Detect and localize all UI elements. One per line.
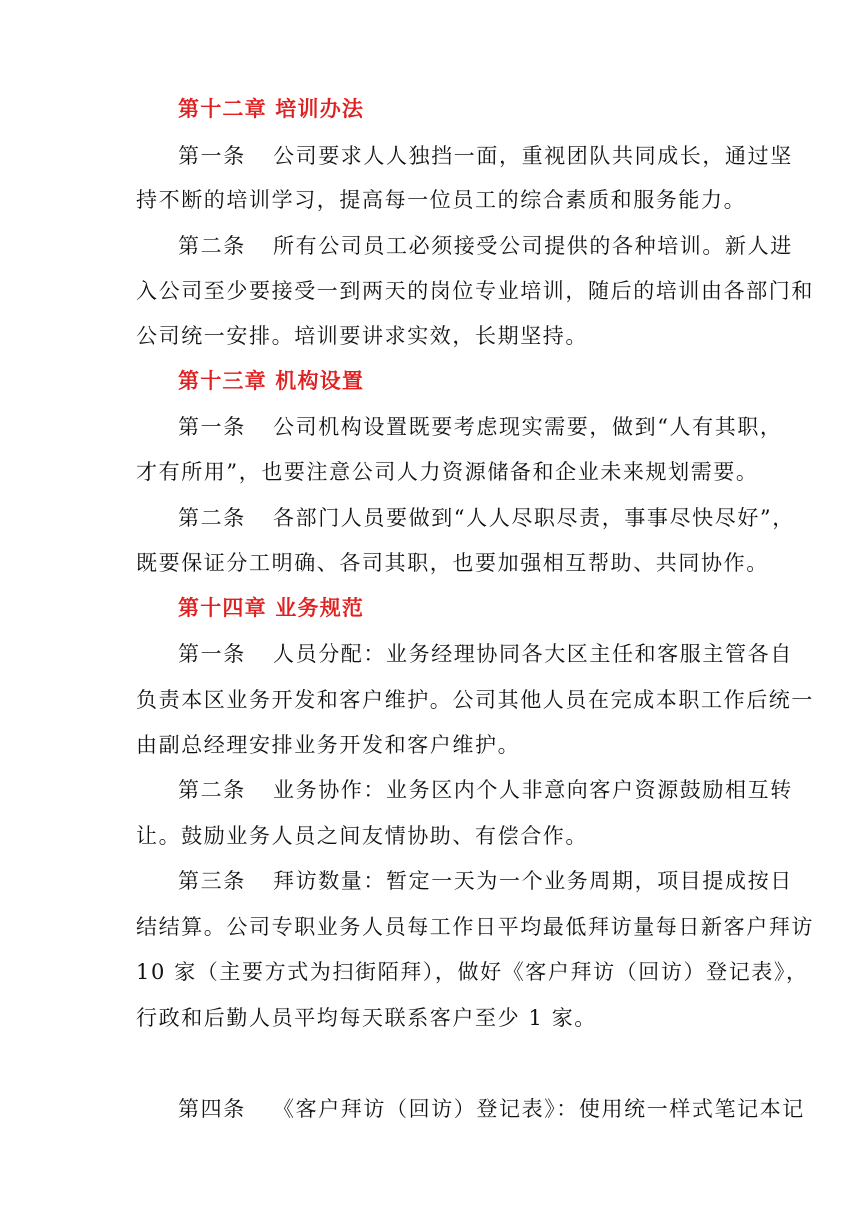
article-first-line bbox=[178, 867, 818, 895]
article-text-line: 才有所用”，也要注意公司人力资源储备和企业未来规划需要。 bbox=[136, 460, 759, 484]
article-first-line bbox=[178, 504, 818, 532]
chapter-heading: 第十二章 培训办法 bbox=[178, 96, 365, 121]
article-text: 拜访数量：暂定一天为一个业务周期，项目提成按日 bbox=[273, 869, 793, 893]
article-text-line: 由副总经理安排业务开发和客户维护。 bbox=[136, 733, 521, 757]
article-number: 第二条 bbox=[178, 506, 246, 530]
article-first-line bbox=[178, 413, 818, 441]
article-text-line: 10 家（主要方式为扫街陌拜），做好《客户拜访（回访）登记表》， bbox=[136, 960, 809, 984]
article-text-line: 持不断的培训学习，提高每一位员工的综合素质和服务能力。 bbox=[136, 188, 747, 212]
article-text: 业务协作：业务区内个人非意向客户资源鼓励相互转 bbox=[273, 778, 793, 802]
article-text: 所有公司员工必须接受公司提供的各种培训。新人进 bbox=[273, 234, 793, 258]
article-text: 《客户拜访（回访）登记表》：使用统一样式笔记本记 bbox=[273, 1097, 805, 1121]
article-text-line: 结结算。公司专职业务人员每工作日平均最低拜访量每日新客户拜访 bbox=[136, 915, 814, 939]
article-number: 第一条 bbox=[178, 415, 246, 439]
chapter-heading: 第十三章 机构设置 bbox=[178, 368, 365, 393]
article-text-line: 既要保证分工明确、各司其职，也要加强相互帮助、共同协作。 bbox=[136, 551, 769, 575]
article-first-line bbox=[178, 640, 818, 668]
article-text-line: 让。鼓励业务人员之间友情协助、有偿合作。 bbox=[136, 824, 588, 848]
article-text-line: 公司统一安排。培训要讲求实效，长期坚持。 bbox=[136, 324, 588, 348]
article-first-line bbox=[178, 232, 818, 260]
article-text-line: 行政和后勤人员平均每天联系客户至少 1 家。 bbox=[136, 1006, 597, 1030]
article-number: 第二条 bbox=[178, 234, 246, 258]
article-text-line: 入公司至少要接受一到两天的岗位专业培训，随后的培训由各部门和 bbox=[136, 279, 814, 303]
article-text: 公司机构设置既要考虑现实需要，做到“人有其职， bbox=[273, 415, 783, 439]
article-text: 各部门人员要做到“人人尽职尽责，事事尽快尽好”， bbox=[273, 506, 795, 530]
article-text: 人员分配：业务经理协同各大区主任和客服主管各自 bbox=[273, 642, 793, 666]
article-first-line bbox=[178, 142, 818, 170]
article-number: 第四条 bbox=[178, 1097, 246, 1121]
article-number: 第三条 bbox=[178, 869, 246, 893]
article-number: 第二条 bbox=[178, 778, 246, 802]
article-text-line: 负责本区业务开发和客户维护。公司其他人员在完成本职工作后统一 bbox=[136, 688, 814, 712]
article-number: 第一条 bbox=[178, 642, 246, 666]
chapter-heading: 第十四章 业务规范 bbox=[178, 595, 365, 620]
article-first-line bbox=[178, 1095, 818, 1123]
article-first-line bbox=[178, 776, 818, 804]
article-text: 公司要求人人独挡一面，重视团队共同成长，通过坚 bbox=[273, 144, 793, 168]
article-number: 第一条 bbox=[178, 144, 246, 168]
